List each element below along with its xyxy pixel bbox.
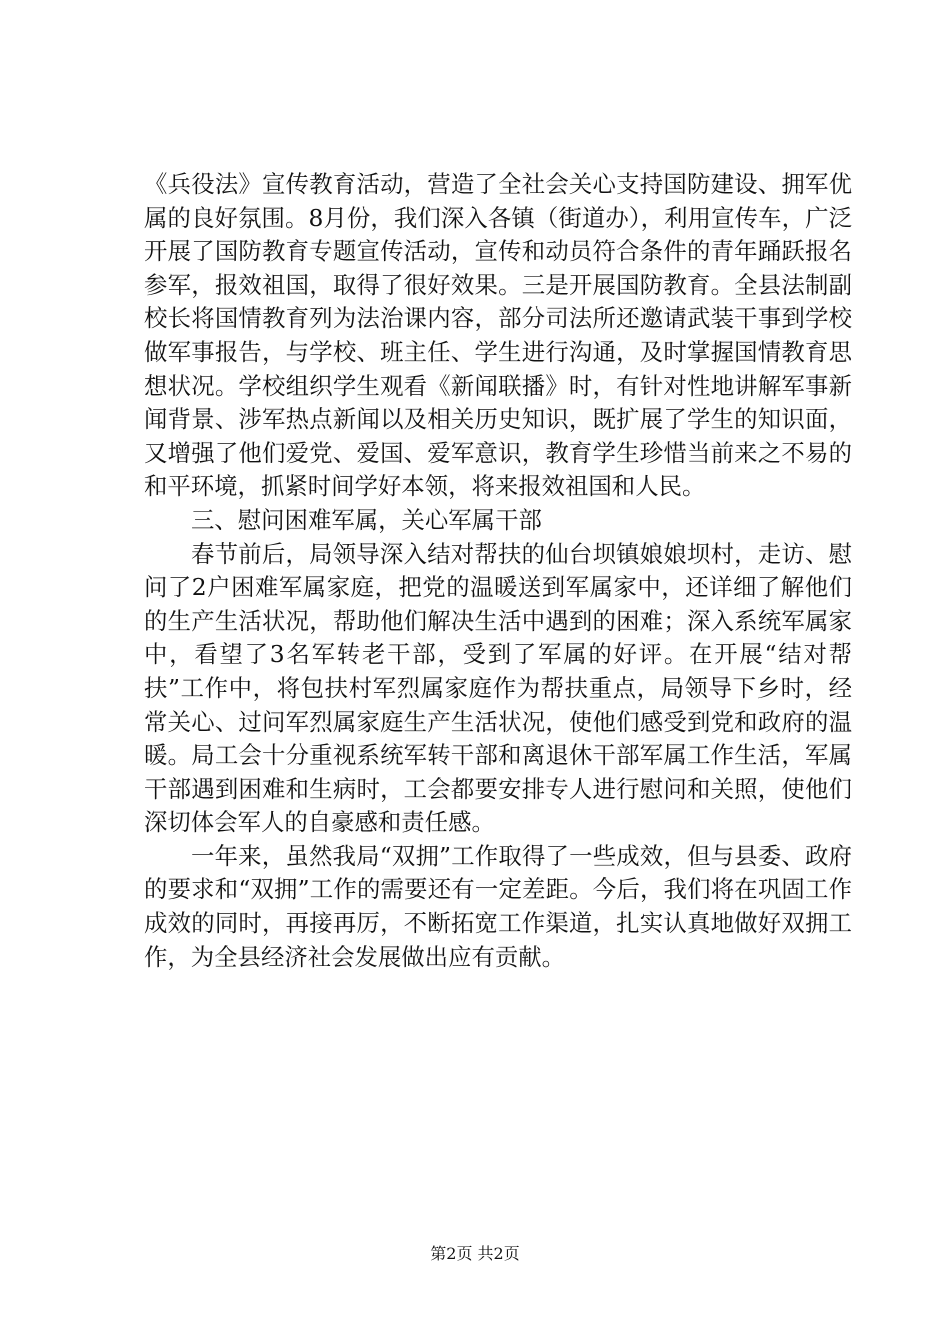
- page-footer: 第2页 共2页: [430, 1244, 520, 1263]
- section-heading-three: 三、慰问困难军属，关心军属干部: [191, 505, 542, 534]
- paragraph-national-defense-education: 《兵役法》宣传教育活动，营造了全社会关心支持国防建设、拥军优属的良好氛围。8月份，我们深入各镇（街道办），利用宣传车，广泛开展了国防教育专题宣传活动，宣传和动员符合条件的青年踊跃报名参军，报效祖国，取得了很好效果。三是开展国防教育。全县法制副校长将国情教育列为法治课内容，部分司法所还邀请武装干事到学校做军事报告，与学校、班主任、学生进行沟通，及时掌握国情教育思想状况。学校组织学生观看《新闻联播》时，有针对性地讲解军事新闻背景、涉军热点新闻以及相关历史知识，既扩展了学生的知识面，又增强了他们爱党、爱国、爱军意识，教育学生珍惜当前来之不易的和平环境，抓紧时间学好本领，将来报效祖国和人民。: [144, 170, 852, 501]
- document-body: [144, 168, 852, 974]
- paragraph-condolence-military-families: 春节前后，局领导深入结对帮扶的仙台坝镇娘娘坝村，走访、慰问了2户困难军属家庭，把党的温暖送到军属家中，还详细了解他们的生产生活状况，帮助他们解决生活中遇到的困难；深入系统军属家中，看望了3名军转老干部，受到了军属的好评。在开展“结对帮扶”工作中，将包扶村军烈属家庭作为帮扶重点，局领导下乡时，经常关心、过问军烈属家庭生产生活状况，使他们感受到党和政府的温暖。局工会十分重视系统军转干部和离退休干部军属工作生活，军属干部遇到困难和生病时，工会都要安排专人进行慰问和关照，使他们深切体会军人的自豪感和责任感。: [144, 539, 852, 837]
- paragraph-summary: 一年来，虽然我局“双拥”工作取得了一些成效，但与县委、政府的要求和“双拥”工作的需要还有一定差距。今后，我们将在巩固工作成效的同时，再接再厉，不断拓宽工作渠道，扎实认真地做好双拥工作，为全县经济社会发展做出应有贡献。: [144, 841, 852, 971]
